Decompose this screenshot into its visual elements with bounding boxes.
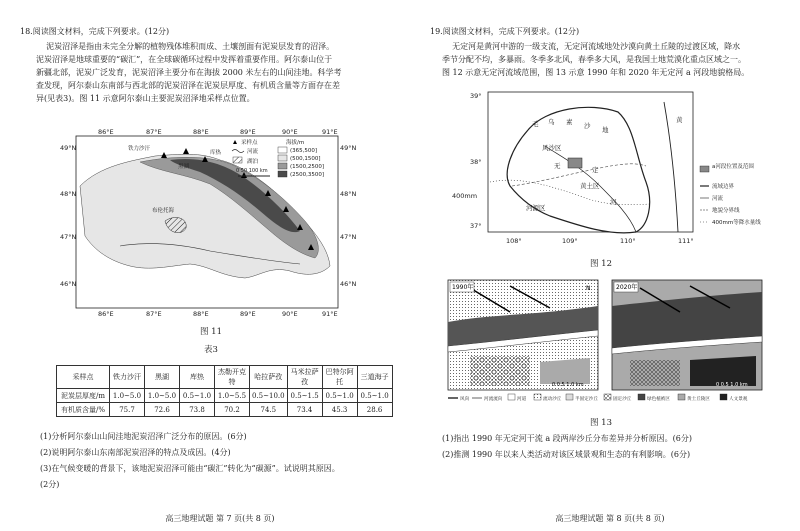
table-header-cell: 杰勒开克特 [215, 366, 250, 389]
lat-label: 49°N [60, 144, 77, 152]
table-cell: 72.6 [145, 403, 180, 417]
scale-label: 0 0.5 1.0 km [716, 382, 748, 388]
q19-paragraph: 无定河是黄河中游的一级支流，无定河流域地处沙漠向黄土丘陵的过渡区域，降水 季节分配不均，多暴雨。冬季多北风，春季多大风，是我国土地荒漠化重点区域之一。 图 12 示意无定河流域范围，图 13 示意 1990 年和 2020 年无定河 a 河段地貌格局。 [442, 42, 750, 77]
table-cell: 0.5~10.0 [250, 389, 288, 403]
legend-label: 固定沙丘 [613, 397, 632, 402]
loess-zone [540, 358, 590, 384]
figure-11-caption: 图 11 [199, 327, 223, 337]
year-label: 1990年 [452, 284, 474, 291]
figure-12-map [450, 86, 761, 251]
lon-label: 110° [620, 237, 636, 245]
fig13-legend [448, 394, 748, 402]
lat-label: 39° [470, 92, 482, 100]
table-header-cell: 三道海子 [357, 366, 392, 389]
q19-question-1: (1)指出 1990 年无定河干流 a 段两岸沙丘分布差异并分析原因。(6分) [442, 434, 692, 443]
table-cell: 73.8 [180, 403, 215, 417]
legend-label: 河道 [517, 397, 527, 402]
loess-swatch [678, 394, 685, 400]
legend-label: (1500,2500] [290, 164, 325, 170]
lat-label-right: 47°N [340, 233, 357, 241]
north-label: N [586, 285, 591, 292]
mobile-dune-swatch [534, 394, 541, 400]
legend-label: a河段位置及范围 [712, 164, 754, 170]
table-cell: 73.4 [287, 403, 322, 417]
elev-swatch [278, 147, 287, 153]
legend-label: 流动沙丘 [543, 397, 562, 402]
legend-label: 人文景观 [729, 397, 748, 402]
place-label: 库热 [210, 150, 222, 156]
legend-label: (365,500] [290, 148, 318, 154]
fig12-legend [700, 162, 761, 226]
scale-label: 0 50 100 km [236, 168, 268, 174]
legend-label: 采样点 [241, 140, 258, 146]
table-cell: 0.5~1.0 [180, 389, 215, 403]
lon-label: 109° [562, 237, 578, 245]
row-label: 泥炭层厚度/m [57, 389, 110, 403]
panel-2020 [612, 280, 762, 390]
region-char: 毛 [532, 120, 539, 128]
lon-label: 86°E [98, 128, 114, 136]
elev-swatch [278, 155, 287, 161]
lat-label: 47°N [60, 233, 77, 241]
a-section-legend-icon [700, 166, 709, 172]
region-label: 河源区 [526, 204, 546, 212]
right-page [400, 0, 800, 531]
lon-label: 87°E [146, 128, 162, 136]
lat-label: 38° [470, 158, 482, 166]
region-char: 无 [554, 162, 561, 170]
figure-13-maps [440, 276, 770, 404]
table-header-cell: 采样点 [57, 366, 110, 389]
table-cell: 1.0~5.5 [215, 389, 250, 403]
legend-label: 地貌分界线 [712, 208, 740, 214]
legend-label: 绿色植被区 [647, 397, 670, 402]
fixed-dune-swatch [604, 394, 611, 400]
q18-question-3: (3)在气候变暖的背景下，该地泥炭沼泽可能由“碳汇”转化为“碳源”。试说明其原因。 [40, 464, 340, 473]
table-header-cell: 哈拉萨孜 [250, 366, 288, 389]
table-cell: 70.2 [215, 403, 250, 417]
legend-label: 黄土丘陵区 [687, 397, 710, 402]
legend-label: 湖泊 [247, 159, 259, 165]
region-char: 素 [566, 118, 573, 126]
figure-13-caption: 图 13 [589, 418, 613, 428]
lon-label-bottom: 89°E [240, 310, 256, 318]
table-cell: 1.0~5.0 [110, 389, 145, 403]
lat-label: 46°N [60, 280, 77, 288]
table-3-title: 表3 [204, 345, 218, 355]
table-cell: 75.7 [110, 403, 145, 417]
place-label: 黑湖 [178, 164, 190, 170]
lon-label: 108° [506, 237, 522, 245]
place-label: 布伦托海 [152, 208, 175, 214]
elev-swatch [278, 171, 287, 177]
figure-11-map [60, 126, 355, 318]
row-label: 有机质含量/% [57, 403, 110, 417]
q18-question-1: (1)分析阿尔泰山山间洼地泥炭沼泽广泛分布的原因。(6分) [40, 432, 247, 441]
human-landscape-swatch [720, 394, 727, 400]
lon-label-bottom: 91°E [322, 310, 338, 318]
legend-title: 海拔/m [286, 140, 305, 146]
table-cell: 1.0~5.0 [145, 389, 180, 403]
lon-label-bottom: 86°E [98, 310, 114, 318]
lat-label-right: 49°N [340, 144, 357, 152]
table-header-cell: 马米拉萨孜 [287, 366, 322, 389]
table-cell: 0.5~1.0 [357, 389, 392, 403]
region-char: 地 [602, 126, 609, 134]
fixed-dunes [470, 356, 530, 386]
place-label: 铁力沙汗 [128, 146, 151, 152]
table-header-cell: 库热 [180, 366, 215, 389]
q18-question-2: (2)说明阿尔泰山东南部泥炭沼泽的特点及成因。(4分) [40, 448, 231, 457]
lon-label: 91°E [322, 128, 338, 136]
lat-label-right: 48°N [340, 190, 357, 198]
left-footer: 高三地理试题 第 7 页(共 8 页) [165, 514, 275, 523]
legend-label: 半固定沙丘 [575, 397, 598, 402]
region-char: 河 [610, 198, 617, 206]
lon-label-bottom: 90°E [282, 310, 298, 318]
semi-fixed-dune-swatch [566, 394, 573, 400]
scale-label: 0 0.5 1.0 km [552, 382, 584, 388]
legend-label: 400mm等降水量线 [712, 220, 761, 226]
q18-question-3-points: (2分) [40, 480, 60, 489]
q19-header: 19.阅读图文材料，完成下列要求。(12分) [430, 27, 580, 36]
elev-swatch [278, 163, 287, 169]
region-char: 乌 [548, 118, 555, 126]
panel-1990 [448, 280, 598, 390]
legend-label: (500,1500] [290, 156, 321, 162]
table-cell: 0.5~1.0 [322, 389, 357, 403]
figure-12-caption: 图 12 [589, 259, 613, 269]
a-section-box [568, 158, 582, 168]
channel-swatch [508, 394, 515, 400]
table-cell: 45.3 [322, 403, 357, 417]
lon-label: 89°E [240, 128, 256, 136]
table-cell: 74.5 [250, 403, 288, 417]
lat-label-right: 46°N [340, 280, 357, 288]
table-header-cell: 铁力沙汗 [110, 366, 145, 389]
table-row [57, 389, 393, 403]
legend-label: 流域边界 [712, 184, 735, 190]
legend-label: 河流 [247, 149, 259, 155]
legend-label: 河流流向 [484, 397, 503, 402]
table-row [57, 403, 393, 417]
vegetation-swatch [638, 394, 645, 400]
right-footer: 高三地理试题 第 8 页(共 8 页) [555, 514, 665, 523]
table-header-cell: 黑湖 [145, 366, 180, 389]
table-header-row [57, 366, 393, 389]
year-label: 2020年 [616, 284, 638, 291]
q18-paragraph: 泥炭沼泽是指由未完全分解的植物残体堆积而成、土壤剖面有泥炭层发育的沼泽。 泥炭沼泽是地球重要的“碳汇”，在全球碳循环过程中发挥着重要作用。阿尔泰山位于 新疆北部，泥炭广泛发育，泥炭沼泽主要分布在海拔 2000 米左右的山间洼地。科学考 查发现，阿尔泰山东南部与西北部的泥炭沼泽在泥炭层厚度、有机质含量等方面存在差 异(见表3)。图 11 示意阿尔泰山主要泥炭沼泽地采样点位置。 [36, 42, 342, 103]
lon-label-bottom: 88°E [193, 310, 209, 318]
legend-label: 风向 [460, 397, 470, 402]
lake-legend-icon [233, 157, 242, 163]
table-cell: 28.6 [357, 403, 392, 417]
lon-label: 88°E [193, 128, 209, 136]
table-cell: 0.5~1.5 [287, 389, 322, 403]
lon-label: 90°E [282, 128, 298, 136]
isohyet-label: 400mm [452, 192, 478, 200]
q18-header: 18.阅读图文材料，完成下列要求。(12分) [20, 27, 170, 36]
region-char: 沙 [584, 122, 591, 130]
table-header-cell: 巴特尔阿托 [322, 366, 357, 389]
region-char: 黄 [676, 116, 683, 124]
lon-label-bottom: 87°E [146, 310, 162, 318]
table-3 [56, 365, 393, 417]
q19-question-2: (2)推测 1990 年以来人类活动对该区域景观和生态的有利影响。(6分) [442, 450, 691, 459]
region-char: 定 [592, 166, 599, 174]
lat-label: 48°N [60, 190, 77, 198]
lon-label: 111° [678, 237, 694, 245]
legend-label: (2500,3500] [290, 172, 325, 178]
fixed-dunes [630, 360, 680, 386]
lat-label: 37° [470, 222, 482, 230]
legend-label: 河流 [712, 196, 724, 202]
region-label: 风沙区 [542, 144, 562, 152]
region-label: 黄土区 [580, 182, 600, 190]
